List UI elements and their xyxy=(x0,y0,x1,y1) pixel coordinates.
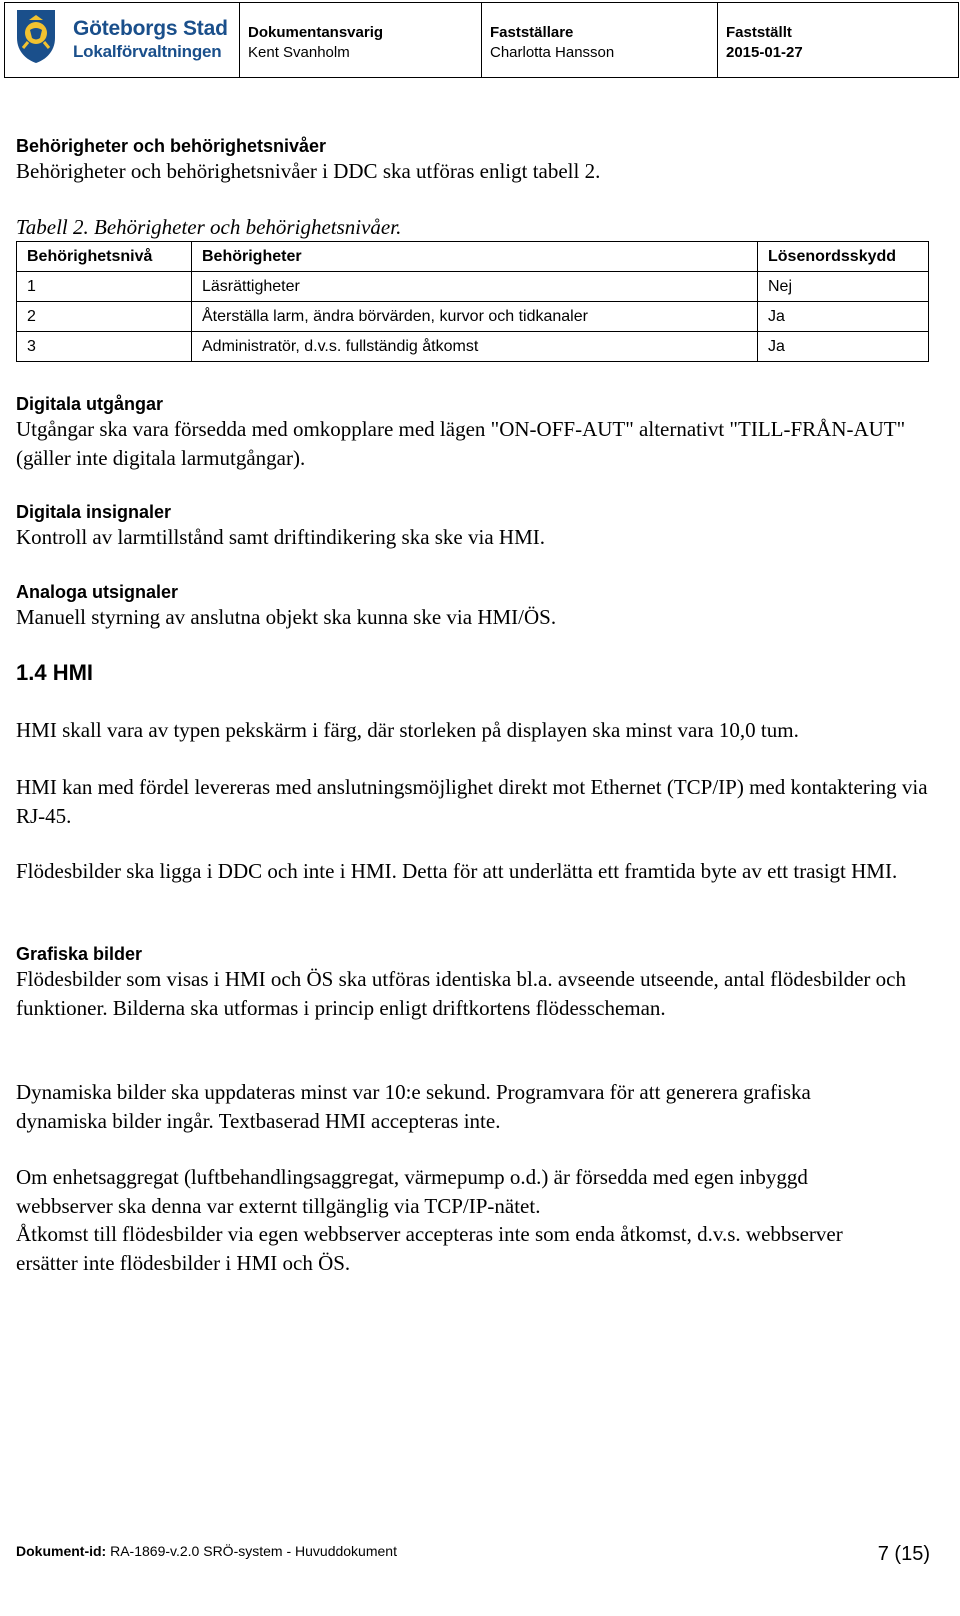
table-cell: Läsrättigheter xyxy=(192,272,758,302)
table-row xyxy=(17,302,929,332)
paragraph-analoga-utsignaler: Manuell styrning av anslutna objekt ska kunna ske via HMI/ÖS. xyxy=(16,605,557,629)
section-heading-grafiska-bilder: Grafiska bilder xyxy=(16,944,143,964)
table-row xyxy=(17,332,929,362)
page-number: 7 (15) xyxy=(877,1543,930,1565)
document-footer xyxy=(16,1543,397,1559)
section-heading-analoga-utsignaler: Analoga utsignaler xyxy=(16,582,179,602)
doc-id-value: RA-1869-v.2.0 SRÖ-system - Huvuddokument xyxy=(110,1543,397,1559)
table-cell: 1 xyxy=(17,272,192,302)
section-heading-behorigheter: Behörigheter och behörighetsnivåer xyxy=(16,136,327,156)
table-cell: Ja xyxy=(758,302,929,332)
document-header xyxy=(4,2,959,78)
paragraph-digitala-insignaler: Kontroll av larmtillstånd samt driftindikering ska ske via HMI. xyxy=(16,525,545,549)
paragraph-grafiska-1: Flödesbilder som visas i HMI och ÖS ska utföras identiska bl.a. avseende utseende, antal flödesbilder och funktioner. Bilderna ska utformas i princip enligt driftkortens flödesscheman. xyxy=(16,967,906,1020)
section-heading-digitala-insignaler: Digitala insignaler xyxy=(16,502,172,522)
org-unit: Lokalförvaltningen xyxy=(73,42,222,61)
paragraph-grafiska-2: Dynamiska bilder ska uppdateras minst var 10:e sekund. Programvara för att generera grafiska dynamiska bilder ingår. Textbaserad HMI accepteras inte. xyxy=(16,1080,811,1133)
table-cell: 3 xyxy=(17,332,192,362)
org-name: Göteborgs Stad xyxy=(73,17,228,40)
doc-owner-value: Kent Svanholm xyxy=(248,44,350,61)
approver-label: Fastställare xyxy=(490,24,574,41)
table-header-row xyxy=(17,242,929,272)
doc-id-label: Dokument-id: xyxy=(16,1543,107,1559)
approver-cell xyxy=(482,3,718,77)
table-cell: Ja xyxy=(758,332,929,362)
paragraph-hmi-3: Flödesbilder ska ligga i DDC och inte i HMI. Detta för att underlätta ett framtida byte av ett trasigt HMI. xyxy=(16,859,898,883)
doc-owner-label: Dokumentansvarig xyxy=(248,24,384,41)
table-caption: Tabell 2. Behörigheter och behörighetsnivåer. xyxy=(16,215,402,239)
table-cell: 2 xyxy=(17,302,192,332)
approved-label: Fastställt xyxy=(726,24,792,41)
table-header-cell: Lösenordsskydd xyxy=(758,242,929,272)
paragraph-grafiska-4: Åtkomst till flödesbilder via egen webbserver accepteras inte som enda åtkomst, d.v.s. webbserver ersätter inte flödesbilder i HMI och ÖS. xyxy=(16,1222,843,1275)
goteborg-crest-icon xyxy=(15,8,57,64)
table-header-cell: Behörighetsnivå xyxy=(17,242,192,272)
section-heading-hmi: 1.4 HMI xyxy=(16,660,94,685)
section-heading-digitala-utgangar: Digitala utgångar xyxy=(16,394,164,414)
permissions-table xyxy=(16,241,929,362)
logo-cell xyxy=(5,3,240,77)
table-cell: Återställa larm, ändra börvärden, kurvor och tidkanaler xyxy=(192,302,758,332)
paragraph-hmi-1: HMI skall vara av typen pekskärm i färg, där storleken på displayen ska minst vara 10,0 tum. xyxy=(16,718,799,742)
paragraph-hmi-2: HMI kan med fördel levereras med anslutningsmöjlighet direkt mot Ethernet (TCP/IP) med kontaktering via RJ-45. xyxy=(16,775,928,828)
paragraph-digitala-utgangar: Utgångar ska vara försedda med omkopplare med lägen "ON-OFF-AUT" alternativt "TILL-FRÅN-AUT" (gäller inte digitala larmutgångar). xyxy=(16,417,906,470)
table-row xyxy=(17,272,929,302)
approver-value: Charlotta Hansson xyxy=(490,44,615,61)
table-header-cell: Behörigheter xyxy=(192,242,758,272)
paragraph-grafiska-3: Om enhetsaggregat (luftbehandlingsaggregat, värmepump o.d.) är försedda med egen inbyggd webbserver ska denna var externt tillgänglig via TCP/IP-nätet. xyxy=(16,1165,808,1218)
table-cell: Nej xyxy=(758,272,929,302)
approved-date: 2015-01-27 xyxy=(726,44,803,61)
table-cell: Administratör, d.v.s. fullständig åtkomst xyxy=(192,332,758,362)
paragraph-behorigheter: Behörigheter och behörighetsnivåer i DDC ska utföras enligt tabell 2. xyxy=(16,159,601,183)
approved-date-cell xyxy=(718,3,958,77)
doc-owner-cell xyxy=(240,3,482,77)
